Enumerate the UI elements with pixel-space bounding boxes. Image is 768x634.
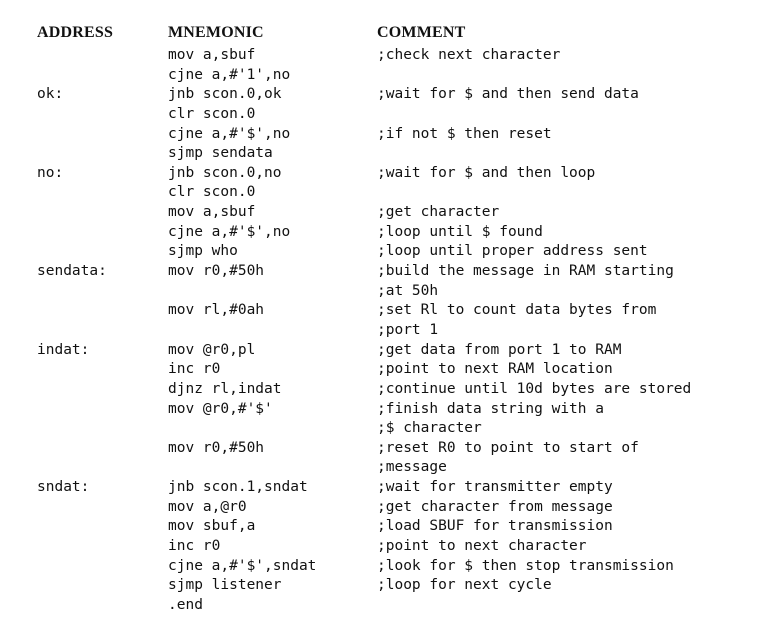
code-line <box>0 144 768 164</box>
mnemonic-text: clr scon.0 <box>168 105 256 122</box>
address-label: sendata: <box>37 263 107 280</box>
comment-text: ;loop until proper address sent <box>377 243 648 260</box>
mnemonic-text: mov sbuf,a <box>168 518 256 535</box>
comment-text: ;continue until 10d bytes are stored <box>377 380 692 397</box>
code-line <box>0 458 768 478</box>
mnemonic-text: cjne a,#'$',no <box>168 125 291 142</box>
code-line <box>0 262 768 282</box>
comment-text: ;wait for transmitter empty <box>377 479 613 496</box>
mnemonic-text: inc r0 <box>168 538 221 555</box>
code-line <box>0 419 768 439</box>
mnemonic-text: cjne a,#'$',sndat <box>168 557 317 574</box>
code-line <box>0 242 768 262</box>
code-line <box>0 380 768 400</box>
code-line <box>0 85 768 105</box>
mnemonic-text: cjne a,#'$',no <box>168 223 291 240</box>
comment-text: ;port 1 <box>377 321 439 338</box>
address-label: indat: <box>37 341 90 358</box>
code-line <box>0 478 768 498</box>
address-label: sndat: <box>37 479 90 496</box>
code-line <box>0 282 768 302</box>
header-mnemonic: MNEMONIC <box>168 24 264 41</box>
mnemonic-text: mov r0,#50h <box>168 439 265 456</box>
code-line <box>0 105 768 125</box>
comment-text: ;at 50h <box>377 282 439 299</box>
comment-text: ;loop for next cycle <box>377 577 552 594</box>
mnemonic-text: sjmp who <box>168 243 238 260</box>
mnemonic-text: mov rl,#0ah <box>168 302 265 319</box>
mnemonic-text: jnb scon.0,no <box>168 164 282 181</box>
comment-text: ;wait for $ and then loop <box>377 164 596 181</box>
mnemonic-text: jnb scon.1,sndat <box>168 479 308 496</box>
address-label: no: <box>37 164 64 181</box>
code-line <box>0 321 768 341</box>
code-line <box>0 66 768 86</box>
comment-text: ;if not $ then reset <box>377 125 552 142</box>
mnemonic-text: mov a,sbuf <box>168 204 256 221</box>
code-line <box>0 203 768 223</box>
comment-text: ;message <box>377 459 447 476</box>
header-comment: COMMENT <box>377 24 466 41</box>
code-line <box>0 596 768 616</box>
mnemonic-text: mov @r0,#'$' <box>168 400 273 417</box>
mnemonic-text: mov r0,#50h <box>168 263 265 280</box>
code-line <box>0 341 768 361</box>
comment-text: ;reset R0 to point to start of <box>377 439 639 456</box>
code-rows <box>0 46 768 616</box>
code-line <box>0 498 768 518</box>
comment-text: ;get character from message <box>377 498 613 515</box>
mnemonic-text: sjmp listener <box>168 577 282 594</box>
code-line <box>0 400 768 420</box>
code-line <box>0 557 768 577</box>
mnemonic-text: cjne a,#'1',no <box>168 66 291 83</box>
mnemonic-text: inc r0 <box>168 361 221 378</box>
comment-text: ;loop until $ found <box>377 223 543 240</box>
code-line <box>0 46 768 66</box>
comment-text: ;check next character <box>377 47 561 63</box>
mnemonic-text: jnb scon.0,ok <box>168 86 282 103</box>
mnemonic-text: mov a,sbuf <box>168 47 256 63</box>
mnemonic-text: clr scon.0 <box>168 184 256 201</box>
comment-text: ;point to next character <box>377 538 587 555</box>
comment-text: ;get character <box>377 204 500 221</box>
mnemonic-text: .end <box>168 596 203 613</box>
code-line <box>0 360 768 380</box>
code-line <box>0 183 768 203</box>
comment-text: ;finish data string with a <box>377 400 604 417</box>
code-line <box>0 223 768 243</box>
comment-text: ;look for $ then stop transmission <box>377 557 674 574</box>
mnemonic-text: mov @r0,pl <box>168 341 256 358</box>
address-label: ok: <box>37 86 64 103</box>
code-line <box>0 576 768 596</box>
mnemonic-text: djnz rl,indat <box>168 380 282 397</box>
comment-text: ;load SBUF for transmission <box>377 518 613 535</box>
comment-text: ;$ character <box>377 420 482 437</box>
code-line <box>0 537 768 557</box>
header-address: ADDRESS <box>37 24 114 41</box>
comment-text: ;wait for $ and then send data <box>377 86 639 103</box>
code-line <box>0 125 768 145</box>
comment-text: ;get data from port 1 to RAM <box>377 341 622 358</box>
mnemonic-text: mov a,@r0 <box>168 498 247 515</box>
comment-text: ;set Rl to count data bytes from <box>377 302 657 319</box>
code-line <box>0 301 768 321</box>
code-line <box>0 164 768 184</box>
code-line <box>0 517 768 537</box>
mnemonic-text: sjmp sendata <box>168 145 273 162</box>
comment-text: ;point to next RAM location <box>377 361 613 378</box>
comment-text: ;build the message in RAM starting <box>377 263 674 280</box>
code-line <box>0 439 768 459</box>
